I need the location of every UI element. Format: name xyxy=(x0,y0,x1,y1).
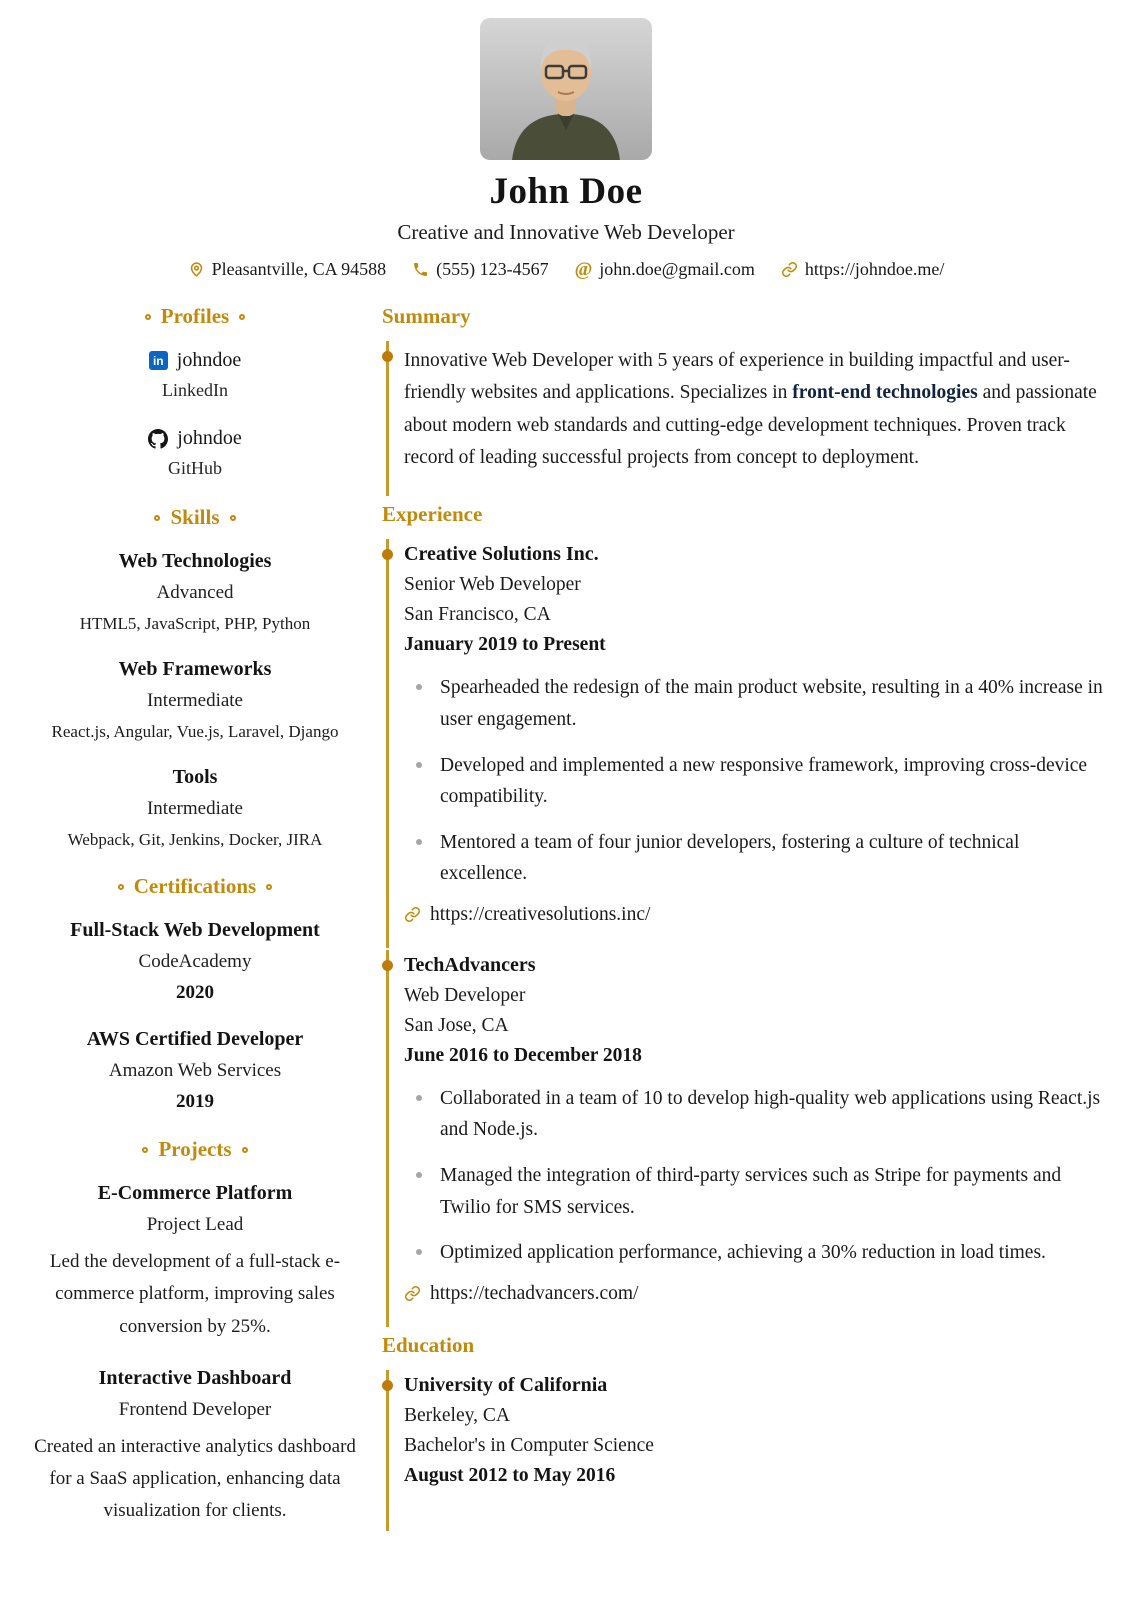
experience-location: San Francisco, CA xyxy=(404,604,551,626)
summary-text-before: Innovative Web Developer with 5 years of experience in building impactful and user-friendly websites and applications. Specializes in xyxy=(404,350,1070,404)
link-icon xyxy=(404,1285,421,1302)
experience-dates: January 2019 to Present xyxy=(404,634,606,656)
section-certifications xyxy=(22,874,368,1113)
ring-icon xyxy=(230,515,236,521)
skill-level: Intermediate xyxy=(146,798,243,819)
education-entry xyxy=(382,1374,1110,1491)
phone-icon xyxy=(412,261,429,278)
certification-year: 2020 xyxy=(176,982,214,1003)
education-dates: August 2012 to May 2016 xyxy=(404,1464,616,1486)
profile-linkedin-username: johndoe xyxy=(176,349,242,371)
experience-position: Senior Web Developer xyxy=(404,574,581,596)
skills-heading xyxy=(22,505,368,530)
sidebar xyxy=(22,304,368,1552)
link-icon xyxy=(781,261,798,278)
experience-company: TechAdvancers xyxy=(404,953,536,976)
profiles-heading xyxy=(22,304,368,329)
project-role: Frontend Developer xyxy=(118,1398,272,1420)
profile-github-link[interactable] xyxy=(22,427,368,450)
section-skills xyxy=(22,505,368,850)
skill-name: Web Frameworks xyxy=(118,658,272,680)
projects-heading xyxy=(22,1137,368,1162)
project-title: E-Commerce Platform xyxy=(97,1182,293,1204)
resume-body xyxy=(0,304,1132,1552)
certification-title: Full-Stack Web Development xyxy=(70,919,320,941)
profile-github xyxy=(22,427,368,479)
certifications-heading-text: Certifications xyxy=(133,874,257,898)
summary-timeline-item xyxy=(382,345,1110,478)
project-description: Created an interactive analytics dashboard for a SaaS application, enhancing data visualization for clients. xyxy=(34,1435,356,1522)
experience-company: Creative Solutions Inc. xyxy=(404,543,599,566)
project-item xyxy=(22,1367,368,1528)
experience-url-link[interactable] xyxy=(404,904,1110,926)
certification-item xyxy=(22,919,368,1004)
ring-icon xyxy=(118,884,124,890)
project-role: Project Lead xyxy=(146,1214,244,1235)
at-icon: @ xyxy=(574,259,593,280)
section-summary xyxy=(382,304,1110,478)
contact-phone[interactable] xyxy=(412,259,548,280)
project-description: Led the development of a full-stack e-commerce platform, improving sales conversion by 25%. xyxy=(49,1251,341,1337)
contact-email[interactable] xyxy=(575,259,755,280)
main-column xyxy=(368,304,1110,1552)
contact-phone-text: (555) 123-4567 xyxy=(436,259,549,279)
profile-linkedin-network: LinkedIn xyxy=(162,380,228,400)
github-icon xyxy=(148,429,168,449)
education-degree: Bachelor's in Computer Science xyxy=(404,1434,654,1456)
location-pin-icon xyxy=(188,260,205,279)
resume-header xyxy=(0,0,1132,280)
certification-title: AWS Certified Developer xyxy=(86,1028,304,1050)
education-heading: Education xyxy=(382,1332,475,1357)
skill-keywords: HTML5, JavaScript, PHP, Python xyxy=(79,614,311,633)
education-school: University of California xyxy=(404,1373,608,1396)
skill-level: Advanced xyxy=(156,582,234,603)
contact-email-text: john.doe@gmail.com xyxy=(599,259,755,279)
contact-website[interactable] xyxy=(781,259,945,280)
skill-name: Web Technologies xyxy=(118,550,272,572)
skill-name: Tools xyxy=(172,766,218,788)
profile-photo xyxy=(480,18,652,160)
experience-bullet: Optimized application performance, achieving a 30% reduction in load times. xyxy=(404,1237,1110,1269)
project-item xyxy=(22,1182,368,1343)
skill-keywords: Webpack, Git, Jenkins, Docker, JIRA xyxy=(67,830,323,849)
skill-keywords: React.js, Angular, Vue.js, Laravel, Django xyxy=(51,722,339,741)
linkedin-icon: in xyxy=(149,351,168,370)
certification-item xyxy=(22,1028,368,1113)
skill-level: Intermediate xyxy=(146,690,243,711)
profile-github-username: johndoe xyxy=(177,427,242,449)
experience-bullet: Managed the integration of third-party services such as Stripe for payments and Twilio for SMS services. xyxy=(404,1160,1110,1223)
certification-year: 2019 xyxy=(176,1091,214,1112)
certifications-heading xyxy=(22,874,368,899)
ring-icon xyxy=(242,1147,248,1153)
section-education xyxy=(382,1333,1110,1491)
ring-icon xyxy=(154,515,160,521)
certification-issuer: Amazon Web Services xyxy=(108,1060,282,1081)
experience-url-link[interactable] xyxy=(404,1283,1110,1305)
ring-icon xyxy=(239,314,245,320)
summary-text-after: and passionate about modern web standards and cutting-edge development techniques. Proven track record of leading successful projects from concept to deployment. xyxy=(404,382,1097,469)
projects-heading-text: Projects xyxy=(158,1137,232,1161)
experience-bullets xyxy=(404,672,1110,889)
link-icon xyxy=(404,906,421,923)
experience-bullet: Spearheaded the redesign of the main product website, resulting in a 40% increase in user engagement. xyxy=(404,672,1110,735)
skills-heading-text: Skills xyxy=(170,505,220,529)
section-experience xyxy=(382,502,1110,1308)
summary-text-bold: front-end technologies xyxy=(792,382,978,404)
contact-location xyxy=(188,259,387,280)
skill-group xyxy=(22,766,368,850)
experience-bullet: Developed and implemented a new responsive framework, improving cross-device compatibility. xyxy=(404,750,1110,813)
profile-linkedin xyxy=(22,349,368,401)
experience-heading: Experience xyxy=(382,502,483,527)
experience-bullets xyxy=(404,1083,1110,1269)
ring-icon xyxy=(266,884,272,890)
profile-linkedin-link[interactable] xyxy=(22,349,368,372)
contact-row xyxy=(0,259,1132,280)
section-projects xyxy=(22,1137,368,1528)
experience-position: Web Developer xyxy=(404,984,526,1006)
experience-url-text: https://techadvancers.com/ xyxy=(430,1282,639,1304)
skill-group xyxy=(22,550,368,634)
ring-icon xyxy=(142,1147,148,1153)
skill-group xyxy=(22,658,368,742)
experience-location: San Jose, CA xyxy=(404,1014,509,1036)
experience-dates: June 2016 to December 2018 xyxy=(404,1044,642,1066)
summary-text xyxy=(404,345,1110,474)
person-headline: Creative and Innovative Web Developer xyxy=(397,220,735,244)
person-name: John Doe xyxy=(489,171,643,212)
certification-issuer: CodeAcademy xyxy=(138,951,252,972)
summary-heading: Summary xyxy=(382,304,471,328)
profile-github-network: GitHub xyxy=(168,458,222,478)
experience-bullet: Collaborated in a team of 10 to develop high-quality web applications using React.js and Node.js. xyxy=(404,1083,1110,1146)
profiles-heading-text: Profiles xyxy=(160,304,230,328)
experience-entry xyxy=(382,954,1110,1309)
experience-bullet: Mentored a team of four junior developers, fostering a culture of technical excellence. xyxy=(404,827,1110,890)
contact-location-text: Pleasantville, CA 94588 xyxy=(211,259,387,279)
experience-url-text: https://creativesolutions.inc/ xyxy=(430,903,651,925)
experience-entry xyxy=(382,543,1110,929)
project-title: Interactive Dashboard xyxy=(98,1366,292,1389)
section-profiles xyxy=(22,304,368,479)
contact-website-text: https://johndoe.me/ xyxy=(804,259,945,279)
ring-icon xyxy=(145,314,151,320)
education-location: Berkeley, CA xyxy=(404,1404,510,1426)
profile-photo-image xyxy=(480,18,652,160)
